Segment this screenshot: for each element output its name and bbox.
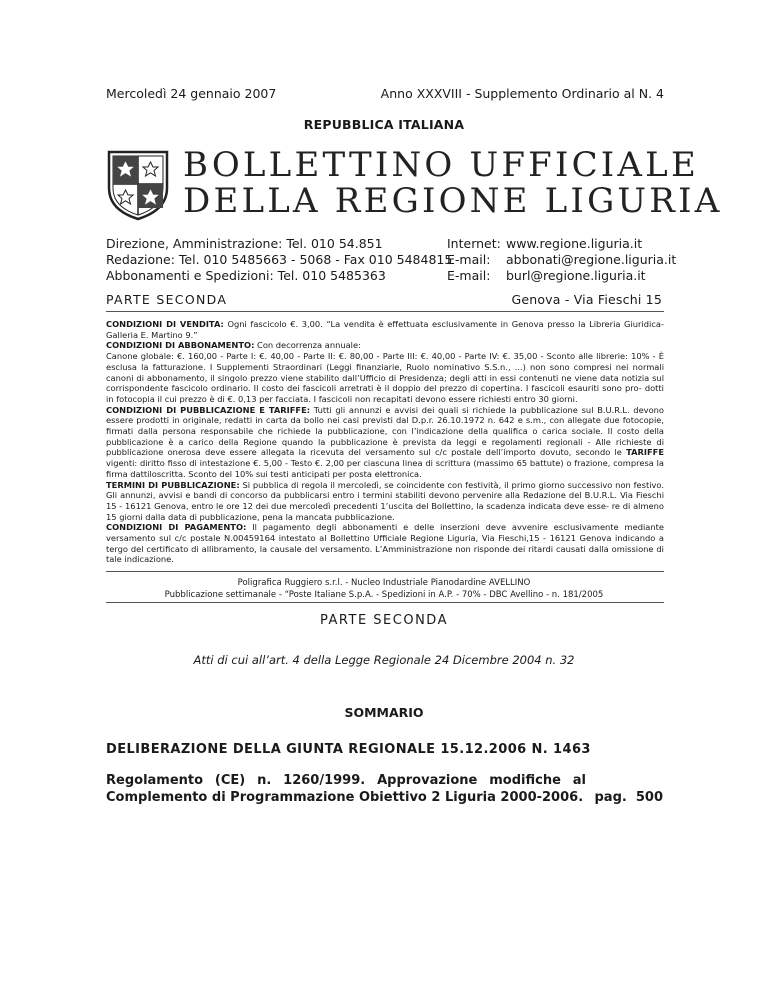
contact-redazione: Redazione: Tel. 010 5485663 - 5068 - Fax 010 5484815	[106, 252, 453, 267]
conditions-abbonamento-label: CONDIZIONI DI ABBONAMENTO:	[106, 340, 255, 351]
conditions-abbonamento	[106, 340, 664, 351]
conditions-pagamento	[106, 522, 664, 565]
summary-heading: SOMMARIO	[344, 705, 424, 720]
divider	[106, 571, 664, 572]
issue-date: Mercoledì 24 gennaio 2007	[106, 86, 277, 101]
contacts-left	[106, 236, 452, 284]
conditions-pagamento-text: Il pagamento degli abbonamenti e delle inserzioni deve avvenire esclusivamente mediante versamento sul c/c postale N.00459164 intestato al Bollettino Ufficiale Regione Liguria, Via Fieschi,15 - 16121 Genova indicando a tergo del certificato di allibramento, la causale del versamento. L’Amministrazione non risponde dei ritardi causati dalla omissione di tale indicazione.	[106, 522, 664, 565]
parte-label: PARTE SECONDA	[106, 292, 228, 307]
contact-direzione: Direzione, Amministrazione: Tel. 010 54.851	[106, 236, 383, 251]
conditions-termini-label: TERMINI DI PUBBLICAZIONE:	[106, 479, 240, 490]
contact-abbonamenti: Abbonamenti e Spedizioni: Tel. 010 5485363	[106, 268, 386, 283]
contact-email-burl-link[interactable]: burl@regione.liguria.it	[506, 268, 646, 283]
contact-label-internet: Internet:	[447, 236, 501, 251]
conditions-termini	[106, 480, 664, 523]
divider	[106, 602, 664, 603]
republic-heading: REPUBBLICA ITALIANA	[303, 117, 465, 132]
conditions-pubblicazione-text: Tutti gli annunzi e avvisi dei quali si richiede la pubblicazione sul B.U.R.L. devono essere prodotti in originale, redatti in carta da bollo nei casi previsti dal D.p.r. 26.10.1972 n. 642 e s.m., con allegate due fotocopie, firmati dalla persona responsabile che richiede la pubblicazione, con l’indicazione della qualifica o carica sociale. Il costo della pubblicazione è a carico della Regione quando la pubblicazione è prevista da leggi e regolamenti regionali - Alle richieste di pubblicazione onerosa deve essere allegata la ricevuta del versamento sul c/c postale dell’importo dovuto, secondo le	[106, 404, 664, 458]
contact-label-email: E-mail:	[447, 268, 491, 283]
conditions-vendita-label: CONDIZIONI DI VENDITA:	[106, 319, 224, 329]
conditions-pubblicazione	[106, 405, 664, 480]
contacts-right-labels	[447, 236, 501, 284]
contact-email-abbonati-link[interactable]: abbonati@regione.liguria.it	[506, 252, 677, 267]
conditions-tariffe-word: TARIFFE	[626, 447, 664, 458]
regulation-line1: Regolamento (CE) n. 1260/1999. Approvazione modifiche al	[106, 773, 586, 788]
conditions-abbonamento-text: Con decorrenza annuale:	[254, 340, 361, 351]
legal-reference: Atti di cui all’art. 4 della Legge Regionale 24 Dicembre 2004 n. 32	[193, 653, 575, 667]
printer-info	[0, 577, 768, 601]
contact-website-link[interactable]: www.regione.liguria.it	[506, 236, 643, 251]
regulation-line2: Complemento di Programmazione Obiettivo 2 Liguria 2000-2006.	[106, 790, 584, 805]
contacts-right-values	[506, 236, 676, 284]
conditions-termini-text: Si pubblica di regola il mercoledì, se coincidente con festività, il primo giorno successivo non festivo. Gli annunzi, avvisi e bandi di concorso da pubblicarsi entro i termini stabiliti devono pervenire alla Redazione del B.U.R.L. Via Fieschi 15 - 16121 Genova, entro le ore 12 dei due mercoledì precedenti 1’uscita del Bollettino, la scadenza indicata deve esse- re di almeno 15 giorni dalla data di pubblicazione, pena la mancata pubblicazione.	[106, 479, 664, 522]
conditions-vendita	[106, 319, 664, 340]
contact-label-email: E-mail:	[447, 252, 491, 267]
conditions-pubblicazione-text2: vigenti: diritto fisso di intestazione €. 5,00 - Testo €. 2,00 per ciascuna linea di scrittura (massimo 65 battute) o frazione, compresa la firma dattiloscritta. Sconto del 10% sui testi anticipati per posta elettronica.	[106, 458, 664, 479]
shipping-line: Pubblicazione settimanale - “Poste Italiane S.p.A. - Spedizioni in A.P. - 70% - DBC Avellino - n. 181/2005	[164, 590, 604, 600]
office-address: Genova - Via Fieschi 15	[511, 292, 662, 307]
masthead-title-line2: DELLA REGIONE LIGURIA	[183, 181, 723, 221]
printer-line: Poligrafica Ruggiero s.r.l. - Nucleo Industriale Pianodardine AVELLINO	[237, 578, 531, 588]
section-title: PARTE SECONDA	[320, 613, 448, 628]
deliberation-heading: DELIBERAZIONE DELLA GIUNTA REGIONALE 15.12.2006 N. 1463	[106, 742, 591, 757]
masthead-title-line1: BOLLETTINO UFFICIALE	[183, 145, 699, 185]
conditions-canone: Canone globale: €. 160,00 - Parte I: €. 40,00 - Parte II: €. 80,00 - Parte III: €. 40,00 - Parte IV: €. 35,00 - Sconto alle librerie: 10% - È esclusa la fatturazione. I Supplementi Straordinari (Leggi finanziarie, Ruolo nominativo S.S.n., ...) non sono compresi nei normali canoni di abbonamento, il singolo prezzo viene stabilito dall’Ufficio di Presidenza; degli atti in essi contenuti ne viene data notizia sul corrispondente fascicolo ordinario. Il costo dei fascicoli arretrati è il doppio del prezzo di copertina. I fascicoli esauriti sono pro- dotti in fotocopia il cui prezzo è di €. 0,13 per facciata. I fascicoli non recapitati devono essere richiesti entro 30 giorni.	[106, 351, 664, 404]
page-reference[interactable]: pag. 500	[594, 790, 663, 805]
conditions-block	[106, 319, 664, 565]
region-coat-of-arms-icon	[103, 148, 173, 222]
conditions-pagamento-label: CONDIZIONI DI PAGAMENTO:	[106, 522, 247, 533]
conditions-vendita-text: Ogni fascicolo €. 3,00. “La vendita è effettuata esclusivamente in Genova presso la Libreria Giuridica- Galleria E. Martino 9.”	[106, 319, 664, 340]
conditions-pubblicazione-label: CONDIZIONI DI PUBBLICAZIONE E TARIFFE:	[106, 404, 311, 415]
regulation-entry[interactable]	[106, 772, 586, 806]
masthead	[103, 145, 723, 224]
issue-edition: Anno XXXVIII - Supplemento Ordinario al N. 4	[380, 86, 664, 101]
divider	[106, 311, 664, 312]
